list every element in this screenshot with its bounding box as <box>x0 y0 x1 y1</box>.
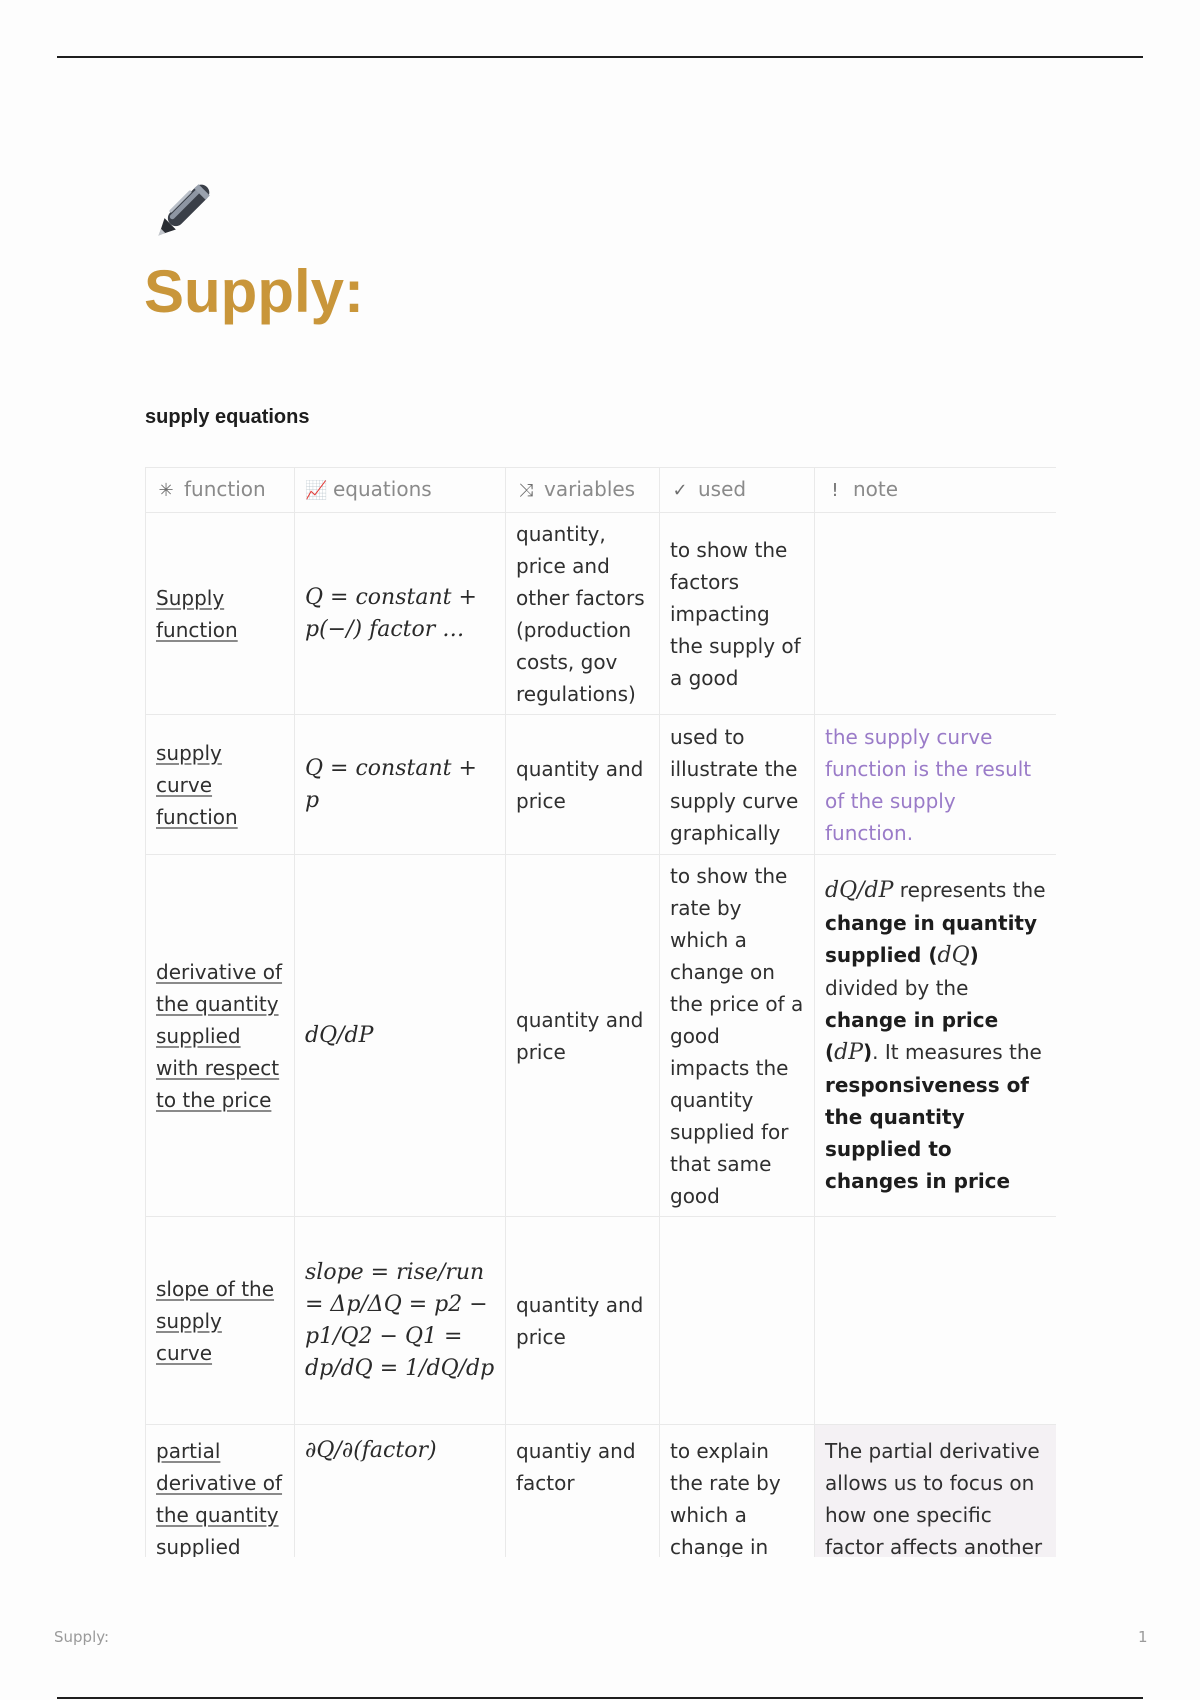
used-cell: to show the factors impacting the supply of a good <box>660 513 815 715</box>
variables-cell: quantity and price <box>506 855 660 1217</box>
equation-cell: slope = rise/run = Δp/ΔQ = p2 − p1/Q2 − Q1 = dp/dQ = 1/dQ/dp <box>295 1217 506 1425</box>
math-dq-dp: dQ/dP <box>825 878 894 903</box>
column-header-function[interactable]: ✳ function <box>146 468 295 513</box>
table-row <box>146 1217 1057 1425</box>
exclamation-icon: ! <box>831 480 839 501</box>
bottom-rule <box>57 1697 1143 1699</box>
function-cell[interactable] <box>146 1425 295 1558</box>
page-title: Supply: <box>144 258 364 325</box>
equation-cell: ∂Q/∂(factor) <box>295 1425 506 1558</box>
function-link[interactable]: supply curve function <box>156 740 238 829</box>
note-cell: The partial derivative allows us to focus on how one specific factor affects another <box>815 1425 1057 1558</box>
used-cell: to explain the rate by which a change in <box>660 1425 815 1558</box>
column-header-equations[interactable]: 📈 equations <box>295 468 506 513</box>
table-row <box>146 513 1057 715</box>
function-cell[interactable] <box>146 513 295 715</box>
pen-icon <box>144 158 236 250</box>
used-cell <box>660 1217 815 1425</box>
math-dp: dP <box>834 1040 864 1065</box>
note-cell <box>815 513 1057 715</box>
note-cell <box>815 1217 1057 1425</box>
table-row <box>146 1425 1057 1558</box>
math-dq: dQ <box>937 943 970 968</box>
supply-equations-table <box>145 467 1056 1557</box>
function-cell[interactable] <box>146 715 295 855</box>
equation-cell: Q = constant + p <box>295 715 506 855</box>
shuffle-icon: ⤨ <box>518 480 534 501</box>
equation-cell: dQ/dP <box>295 855 506 1217</box>
variables-cell: quantiy and factor <box>506 1425 660 1558</box>
variables-cell: quantity and price <box>506 1217 660 1425</box>
note-cell: the supply curve function is the result of the supply function. <box>815 715 1057 855</box>
footer-title: Supply: <box>54 1628 110 1646</box>
table-header-row <box>146 468 1057 513</box>
top-rule <box>57 56 1143 58</box>
function-link[interactable]: slope of the supply curve <box>156 1276 275 1365</box>
function-link[interactable]: Supply function <box>156 585 238 642</box>
table-row <box>146 715 1057 855</box>
section-heading: supply equations <box>145 406 310 428</box>
table-row <box>146 855 1057 1217</box>
column-header-note[interactable]: ! note <box>815 468 1057 513</box>
check-icon: ✓ <box>672 480 688 501</box>
column-header-variables[interactable]: ⤨ variables <box>506 468 660 513</box>
function-cell[interactable] <box>146 855 295 1217</box>
used-cell: used to illustrate the supply curve graphically <box>660 715 815 855</box>
note-cell: dQ/dP represents the change in quantity supplied (dQ) divided by the change in price (dP). It measures the responsiveness of the quantity supplied to changes in price <box>815 855 1057 1217</box>
sparkle-icon: ✳ <box>158 480 174 501</box>
variables-cell: quantity, price and other factors (production costs, gov regulations) <box>506 513 660 715</box>
variables-cell: quantity and price <box>506 715 660 855</box>
equation-cell: Q = constant + p(−/) factor … <box>295 513 506 715</box>
function-link[interactable]: partial derivative of the quantity supplied <box>156 1439 283 1557</box>
chart-icon: 📈 <box>305 480 328 501</box>
used-cell: to show the rate by which a change on the price of a good impacts the quantity supplied for that same good <box>660 855 815 1217</box>
function-link[interactable]: derivative of the quantity supplied with respect to the price <box>156 959 283 1112</box>
page-number: 1 <box>1138 1628 1148 1646</box>
function-cell[interactable] <box>146 1217 295 1425</box>
column-header-used[interactable]: ✓ used <box>660 468 815 513</box>
